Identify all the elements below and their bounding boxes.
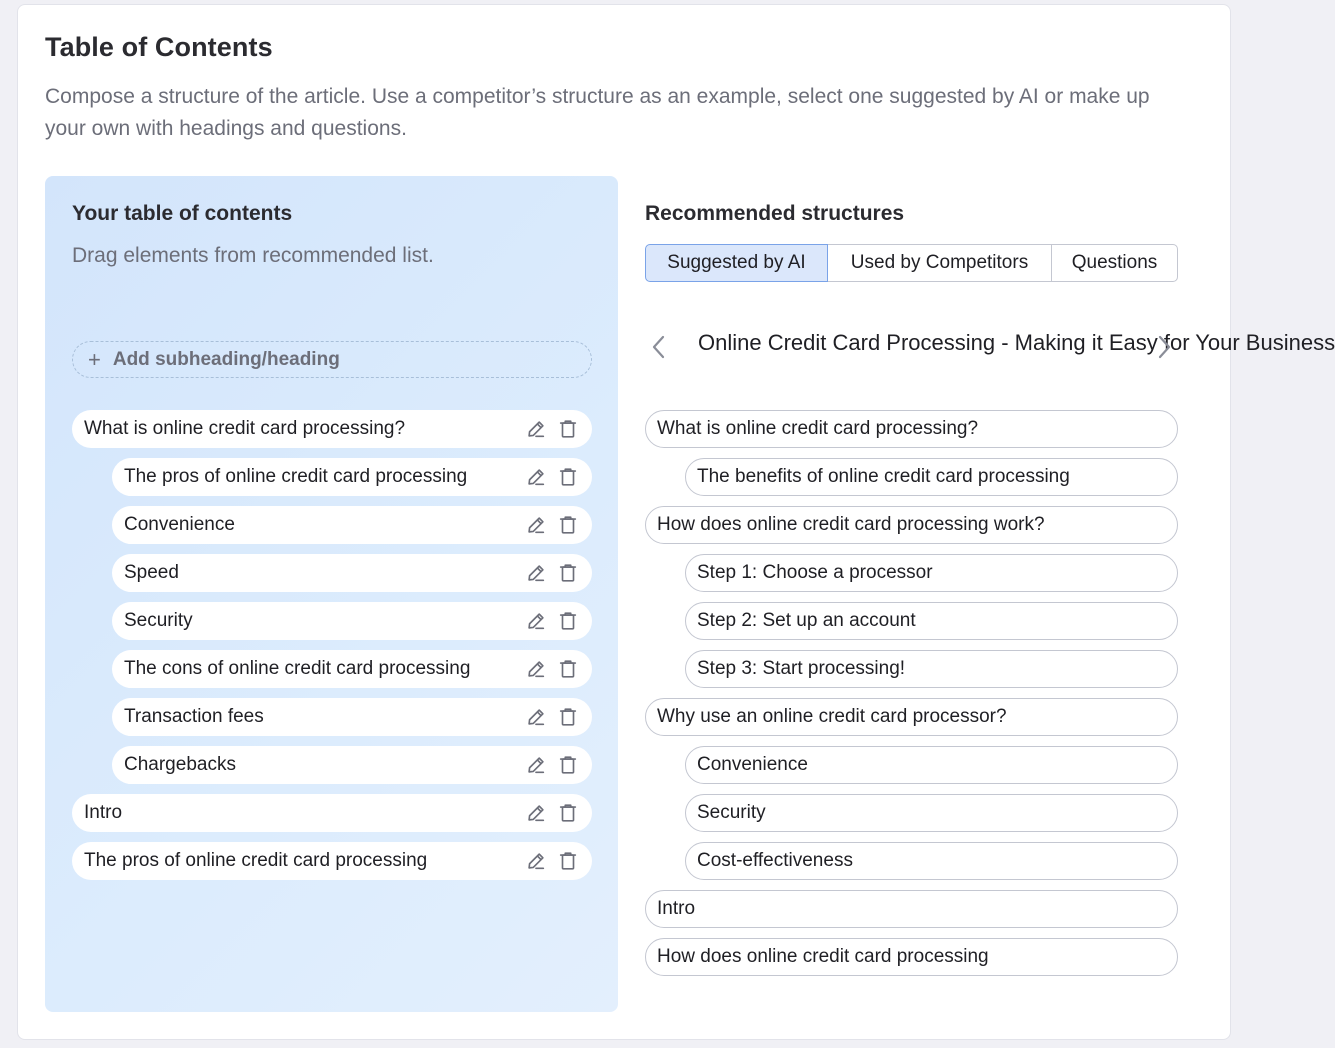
recommended-item-label: Why use an online credit card processor? [657, 706, 1007, 727]
pencil-icon[interactable] [524, 609, 548, 633]
trash-icon[interactable] [556, 417, 580, 441]
toc-item[interactable] [112, 554, 592, 592]
recommended-item-label: Step 3: Start processing! [697, 658, 906, 679]
toc-item-label: Chargebacks [124, 754, 236, 775]
chevron-left-icon[interactable] [645, 333, 673, 361]
page-description: Compose a structure of the article. Use a competitor’s structure as an example, select one suggested by AI or make up your own with headings and questions. [45, 85, 1150, 140]
toc-item[interactable] [112, 506, 592, 544]
toc-item-label: The pros of online credit card processing [124, 466, 468, 487]
toc-item-actions [524, 609, 580, 633]
recommended-item[interactable] [685, 794, 1178, 832]
pencil-icon[interactable] [524, 417, 548, 441]
structure-carousel [645, 323, 1335, 369]
toc-item-actions [524, 801, 580, 825]
recommended-item-label: Cost-effectiveness [697, 850, 853, 871]
toc-item-label: What is online credit card processing? [84, 418, 406, 439]
toc-item-label: Convenience [124, 514, 235, 535]
trash-icon[interactable] [556, 849, 580, 873]
recommended-item[interactable] [645, 698, 1178, 736]
toc-item[interactable] [112, 746, 592, 784]
pencil-icon[interactable] [524, 513, 548, 537]
your-toc-list [72, 410, 592, 890]
toc-item-label: Transaction fees [124, 706, 264, 727]
toc-item[interactable] [112, 602, 592, 640]
tab-used-by-competitors[interactable]: Used by Competitors [827, 244, 1052, 282]
add-subheading-label: Add subheading/heading [112, 348, 340, 370]
recommended-item[interactable] [685, 458, 1178, 496]
recommended-item-label: Convenience [697, 754, 808, 775]
toc-item-actions [524, 849, 580, 873]
pencil-icon[interactable] [524, 465, 548, 489]
toc-item[interactable] [72, 842, 592, 880]
pencil-icon[interactable] [524, 561, 548, 585]
recommended-item[interactable] [645, 506, 1178, 544]
toc-item-label: The cons of online credit card processing [124, 658, 471, 679]
toc-item-actions [524, 705, 580, 729]
your-toc-hint: Drag elements from recommended list. [72, 244, 434, 267]
recommended-item-label: Step 2: Set up an account [697, 610, 916, 631]
toc-card [17, 4, 1335, 1040]
structure-tabs [645, 244, 1178, 282]
toc-item[interactable] [112, 698, 592, 736]
toc-item[interactable] [112, 458, 592, 496]
recommended-item-label: How does online credit card processing work? [657, 514, 1045, 535]
pencil-icon[interactable] [524, 705, 548, 729]
trash-icon[interactable] [556, 657, 580, 681]
tab-suggested-by-ai[interactable]: Suggested by AI [645, 244, 828, 282]
recommended-item-label: How does online credit card processing [657, 946, 989, 967]
pencil-icon[interactable] [524, 657, 548, 681]
recommended-item-label: Step 1: Choose a processor [697, 562, 933, 583]
toc-item[interactable] [72, 794, 592, 832]
page-title: Table of Contents [45, 32, 273, 62]
toc-item-actions [524, 513, 580, 537]
recommended-item[interactable] [645, 410, 1178, 448]
toc-item-label: Speed [124, 562, 179, 583]
trash-icon[interactable] [556, 705, 580, 729]
your-toc-title: Your table of contents [72, 202, 293, 225]
toc-item-label: Security [124, 610, 193, 631]
recommended-item[interactable] [685, 650, 1178, 688]
chevron-right-icon[interactable] [1150, 333, 1178, 361]
pencil-icon[interactable] [524, 753, 548, 777]
recommended-item-label: Intro [657, 898, 696, 919]
plus-icon: + [88, 346, 101, 372]
trash-icon[interactable] [556, 465, 580, 489]
pencil-icon[interactable] [524, 849, 548, 873]
toc-item-actions [524, 657, 580, 681]
recommended-item[interactable] [685, 602, 1178, 640]
recommended-list [645, 410, 1178, 986]
toc-item-label: Intro [84, 802, 123, 823]
trash-icon[interactable] [556, 801, 580, 825]
trash-icon[interactable] [556, 561, 580, 585]
toc-item-label: The pros of online credit card processing [84, 850, 428, 871]
trash-icon[interactable] [556, 753, 580, 777]
toc-item-actions [524, 465, 580, 489]
recommended-item-label: The benefits of online credit card processing [697, 466, 1070, 487]
tab-questions[interactable]: Questions [1051, 244, 1178, 282]
trash-icon[interactable] [556, 513, 580, 537]
recommended-item[interactable] [685, 842, 1178, 880]
recommended-item[interactable] [685, 746, 1178, 784]
recommended-item-label: What is online credit card processing? [657, 418, 979, 439]
your-toc-panel [45, 176, 618, 1012]
toc-item[interactable] [72, 410, 592, 448]
add-subheading-button[interactable] [72, 341, 592, 378]
recommended-item[interactable] [645, 890, 1178, 928]
toc-item-actions [524, 417, 580, 441]
carousel-structure-title: Online Credit Card Processing - Making it Easy for Your Business [698, 330, 1335, 355]
recommended-title: Recommended structures [645, 202, 905, 225]
toc-item[interactable] [112, 650, 592, 688]
toc-item-actions [524, 561, 580, 585]
recommended-item[interactable] [645, 938, 1178, 976]
recommended-item-label: Security [697, 802, 766, 823]
pencil-icon[interactable] [524, 801, 548, 825]
recommended-item[interactable] [685, 554, 1178, 592]
trash-icon[interactable] [556, 609, 580, 633]
toc-item-actions [524, 753, 580, 777]
